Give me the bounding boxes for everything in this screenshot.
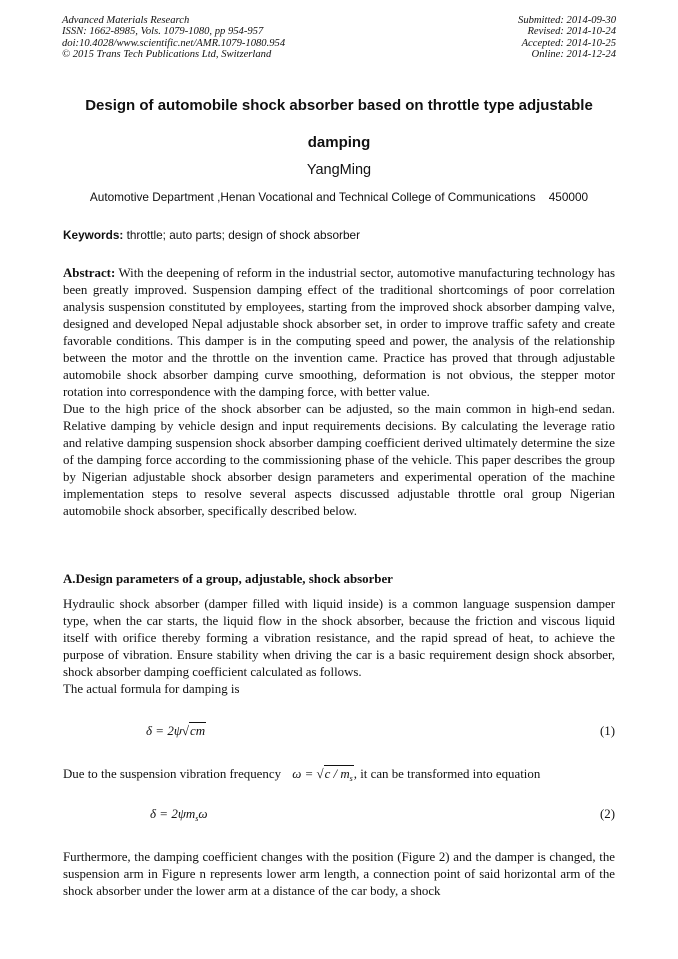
author-name: YangMing bbox=[306, 162, 372, 178]
section-a-body bbox=[63, 596, 615, 698]
author-affiliation: Automotive Department ,Henan Vocational and Technical College of Communications 450000 bbox=[89, 190, 589, 204]
title-line-2: damping bbox=[307, 134, 371, 151]
keywords bbox=[63, 227, 615, 243]
abstract-label: Abstract: bbox=[63, 266, 116, 280]
doi-line: doi:10.4028/www.scientific.net/AMR.1079-1080.954 bbox=[62, 37, 286, 49]
issn-line: ISSN: 1662-8985, Vols. 1079-1080, pp 954-957 bbox=[62, 26, 264, 38]
abstract-paragraph-2: Due to the high price of the shock absorber can be adjusted, so the main common in high-end sedan. Relative damping by vehicle design and input requirements decisions. By calculating the leverage ratio and relative damping suspension shock absorber damping coefficient derived ultimately determine the size of the damping force according to the commissioning phase of the vehicle. This paper describes the group by Nigerian adjustable shock absorber design parameters and experimental operation of the machine implementation steps to resolve several aspects discussed adjustable throttle oral group Nigerian automobile shock absorber, specifically described below. bbox=[63, 402, 615, 518]
title-line-1: Design of automobile shock absorber based on throttle type adjustable bbox=[85, 97, 593, 114]
journal-header-right bbox=[518, 15, 616, 60]
keywords-label: Keywords: bbox=[63, 228, 124, 242]
section-a-paragraph-1: Hydraulic shock absorber (damper filled with liquid inside) is a common language suspension damper type, when the car starts, the liquid flow in the shock absorber, because the friction and viscous liquid itself with orifice thereby forming a vibration resistance, and the rapid spread of heat, to achieve the purpose of vibration. Ensure stability when driving the car is a basic requirement design shock absorber, shock absorber damping coefficient calculated as follows. bbox=[63, 597, 615, 679]
inline-equation: $\omega = √c / m_s$ bbox=[292, 767, 354, 781]
section-a-heading: A.Design parameters of a group, adjustable, shock absorber bbox=[63, 572, 393, 586]
abstract-paragraph-1: Abstract: With the deepening of reform in the industrial sector, automotive manufacturing technology has been greatly improved. Suspension damping effect of the traditional shortcomings of poor correlation analysis suspension constituted by employees, starting from the improved shock absorber damping valve, designed and developed Nepal adjustable shock absorber set, in order to improve traffic safety and create favorable conditions. This damper is in the computing speed and power, the analysis of the relationship between the motor and the throttle on the invention came. Practice has proved that through adjustable automobile shock absorber damping curve smoothing, deformation is not obvious, the stepper motor rotation into correspondence with the damping force, with better value. bbox=[63, 266, 615, 399]
online-date: Online: 2014-12-24 bbox=[531, 48, 616, 60]
equation-1: δ = 2ψ√cm bbox=[146, 723, 206, 738]
radicand: cm bbox=[190, 723, 206, 738]
section-a-paragraph-2: The actual formula for damping is bbox=[63, 682, 240, 696]
copyright-line: © 2015 Trans Tech Publications Ltd, Switzerland bbox=[62, 48, 272, 60]
equation-2-number: (2) bbox=[599, 807, 615, 821]
journal-name: Advanced Materials Research bbox=[62, 15, 190, 26]
abstract bbox=[63, 265, 615, 520]
revised-date: Revised: 2014-10-24 bbox=[527, 26, 616, 38]
frequency-sentence: Due to the suspension vibration frequency $\omega = √c / m_s$, it can be transformed into equation bbox=[63, 765, 540, 787]
equation-2: $\delta = 2\psi m_s\omega$ bbox=[150, 806, 208, 823]
journal-header-left bbox=[62, 15, 285, 60]
accepted-date: Accepted: 2014-10-25 bbox=[521, 37, 616, 49]
sqrt-sign: √ bbox=[181, 723, 190, 738]
paper-title bbox=[40, 87, 638, 161]
submitted-date: Submitted: 2014-09-30 bbox=[518, 15, 616, 26]
keywords-text: throttle; auto parts; design of shock absorber bbox=[123, 228, 361, 242]
equation-1-number: (1) bbox=[599, 724, 615, 738]
section-a-paragraph-3: Furthermore, the damping coefficient changes with the position (Figure 2) and the damper is changed, the suspension arm in Figure n represents lower arm length, a connection point of said horizontal arm of the shock absorber under the lower arm at a distance of the car body, a shock bbox=[63, 850, 615, 898]
